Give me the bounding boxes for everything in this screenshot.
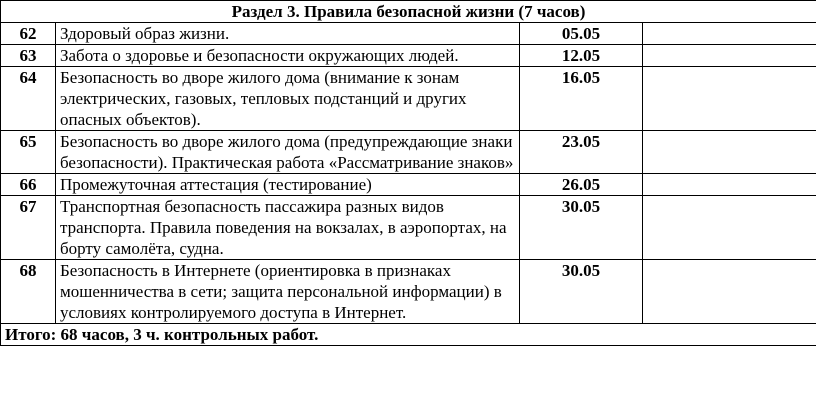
lesson-note [643,260,816,324]
lesson-number: 67 [1,196,56,260]
lesson-note [643,196,816,260]
lesson-topic: Безопасность во дворе жилого дома (внимание к зонам электрических, газовых, тепловых подстанций и других опасных объектов). [56,67,520,131]
table-row [1,196,816,260]
lesson-date: 23.05 [520,131,643,174]
lesson-note [643,23,816,45]
lesson-topic: Транспортная безопасность пассажира разных видов транспорта. Правила поведения на вокзалах, в аэропортах, на борту самолёта, судна. [56,196,520,260]
lesson-date: 30.05 [520,260,643,324]
lesson-number: 62 [1,23,56,45]
section-title: Раздел 3. Правила безопасной жизни (7 часов) [1,1,816,23]
table-row [1,67,816,131]
lesson-number: 64 [1,67,56,131]
lesson-topic: Здоровый образ жизни. [56,23,520,45]
lesson-note [643,67,816,131]
lesson-date: 30.05 [520,196,643,260]
lesson-date: 05.05 [520,23,643,45]
total-summary: Итого: 68 часов, 3 ч. контрольных работ. [1,324,816,346]
lesson-number: 63 [1,45,56,67]
total-row [1,324,816,346]
lesson-note [643,174,816,196]
table-row [1,260,816,324]
lesson-date: 12.05 [520,45,643,67]
lesson-number: 68 [1,260,56,324]
table-row [1,23,816,45]
lesson-number: 65 [1,131,56,174]
table-row [1,174,816,196]
table-row [1,131,816,174]
lesson-topic: Промежуточная аттестация (тестирование) [56,174,520,196]
lesson-date: 26.05 [520,174,643,196]
lesson-note [643,45,816,67]
lesson-topic: Безопасность во дворе жилого дома (предупреждающие знаки безопасности). Практическая работа «Рассматривание знаков» [56,131,520,174]
lesson-topic: Безопасность в Интернете (ориентировка в признаках мошенничества в сети; защита персональной информации) в условиях контролируемого доступа в Интернет. [56,260,520,324]
lesson-number: 66 [1,174,56,196]
table-row [1,45,816,67]
lesson-topic: Забота о здоровье и безопасности окружающих людей. [56,45,520,67]
lesson-note [643,131,816,174]
lesson-date: 16.05 [520,67,643,131]
section-header-row [1,1,816,23]
